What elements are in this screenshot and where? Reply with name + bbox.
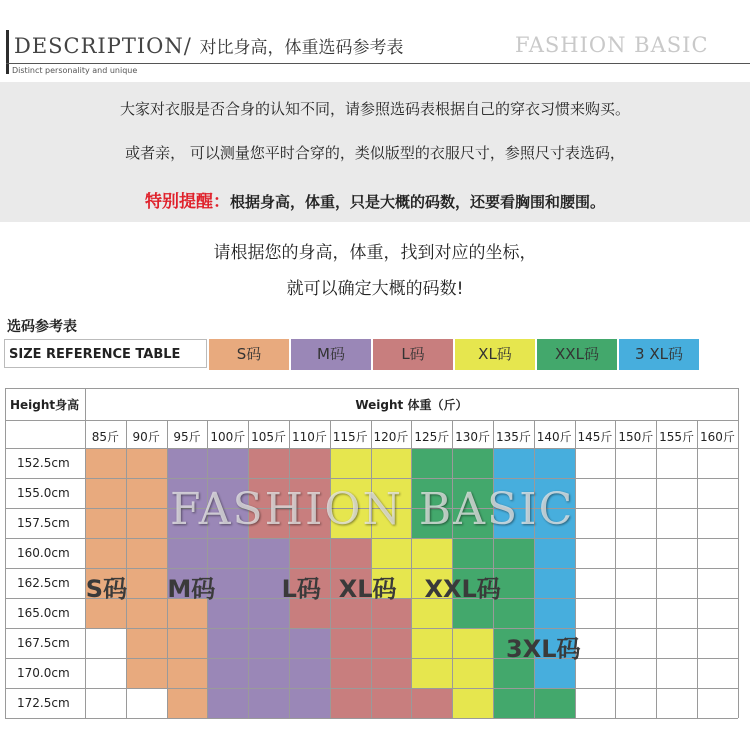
size-cell (167, 538, 208, 568)
height-label: 172.5cm (17, 696, 70, 710)
size-cell (126, 658, 167, 688)
size-cell (248, 448, 289, 478)
size-cell (289, 628, 330, 658)
size-cell (452, 448, 493, 478)
size-swatch: M码 (291, 339, 371, 370)
title-separator: / (183, 34, 192, 58)
weight-label: 160斤 (699, 430, 735, 444)
weight-label: 85斤 (91, 430, 120, 444)
size-cell (534, 538, 575, 568)
size-cell (371, 658, 412, 688)
size-cell (207, 688, 248, 718)
size-cell (534, 598, 575, 628)
grid-line (411, 420, 412, 718)
size-cell (371, 628, 412, 658)
size-zone-label: S码 (85, 575, 128, 603)
height-header: Height身高 (10, 398, 80, 412)
size-reference-label: SIZE REFERENCE TABLE (4, 339, 207, 368)
size-cell (207, 448, 248, 478)
size-cell (126, 628, 167, 658)
size-grid (5, 388, 740, 720)
size-cell (85, 448, 126, 478)
weight-label: 100斤 (210, 430, 246, 444)
size-cell (534, 688, 575, 718)
page-title (14, 33, 404, 58)
weight-label: 145斤 (577, 430, 613, 444)
size-cell (330, 628, 371, 658)
weight-label: 140斤 (536, 430, 572, 444)
size-swatch: L码 (373, 339, 453, 370)
height-label: 152.5cm (17, 456, 70, 470)
height-label: 162.5cm (17, 576, 70, 590)
description-header (0, 0, 750, 82)
size-zone-label: XXL码 (424, 575, 501, 603)
watermark: FASHION BASIC (170, 484, 575, 535)
size-cell (289, 538, 330, 568)
instruction-line-2: 就可以确定大概的码数! (286, 279, 464, 299)
size-cell (411, 448, 452, 478)
grid-line (330, 420, 331, 718)
size-cell (411, 628, 452, 658)
size-cell (248, 688, 289, 718)
height-label: 155.0cm (17, 486, 70, 500)
size-cell (371, 538, 412, 568)
height-label: 170.0cm (17, 666, 70, 680)
size-cell (371, 448, 412, 478)
size-cell (411, 688, 452, 718)
height-label: 167.5cm (17, 636, 70, 650)
height-label: 160.0cm (17, 546, 70, 560)
title-cn: 对比身高，体重选码参考表 (199, 38, 404, 58)
size-cell (126, 568, 167, 598)
size-cell (167, 688, 208, 718)
size-cell (493, 538, 534, 568)
weight-label: 95斤 (173, 430, 201, 444)
tagline: Distinct personality and unique (12, 66, 138, 75)
size-cell (207, 538, 248, 568)
header-bracket (6, 30, 9, 74)
note-line-2: 或者亲， 可以测量您平时合穿的，类似版型的衣服尺寸，参照尺寸表选码， (125, 144, 625, 162)
weight-label: 115斤 (332, 430, 368, 444)
size-cell (330, 538, 371, 568)
size-cell (85, 538, 126, 568)
size-cell (207, 628, 248, 658)
size-cell (248, 538, 289, 568)
size-zone-label: XL码 (338, 575, 397, 603)
notes-panel (0, 82, 750, 222)
size-cell (330, 448, 371, 478)
instruction-line-1: 请根据您的身高，体重，找到对应的坐标， (213, 243, 537, 263)
size-cell (207, 658, 248, 688)
height-label: 157.5cm (17, 516, 70, 530)
size-cell (85, 508, 126, 538)
size-zone-label: M码 (167, 575, 216, 603)
note-warning (0, 187, 750, 212)
warning-text: 根据身高，体重，只是大概的码数，还要看胸围和腰围。 (229, 193, 605, 211)
size-cell (493, 688, 534, 718)
size-cell (126, 538, 167, 568)
grid-line (656, 420, 657, 718)
weight-label: 120斤 (373, 430, 409, 444)
size-cell (452, 688, 493, 718)
height-label: 165.0cm (17, 606, 70, 620)
size-swatch: XXL码 (537, 339, 617, 370)
size-cell (126, 598, 167, 628)
size-cell (452, 538, 493, 568)
weight-header: Weight 体重（斤） (355, 398, 468, 412)
size-swatch: 3 XL码 (619, 339, 699, 370)
size-cell (330, 688, 371, 718)
note-line-1: 大家对衣服是否合身的认知不同，请参照选码表根据自己的穿衣习惯来购买。 (119, 100, 630, 118)
grid-line (5, 388, 6, 718)
size-cell (289, 658, 330, 688)
warning-label: 特别提醒： (144, 192, 230, 212)
size-cell (289, 448, 330, 478)
weight-label: 150斤 (618, 430, 654, 444)
brand-name: FASHION BASIC (515, 33, 709, 57)
grid-line (534, 420, 535, 718)
weight-label: 90斤 (132, 430, 160, 444)
grid-line (575, 420, 576, 718)
weight-label: 130斤 (455, 430, 491, 444)
size-cell (452, 628, 493, 658)
grid-line (248, 420, 249, 718)
size-cell (167, 448, 208, 478)
weight-label: 135斤 (495, 430, 531, 444)
size-cell (248, 628, 289, 658)
size-cell (411, 658, 452, 688)
size-zone-label: L码 (281, 575, 321, 603)
size-cell (493, 448, 534, 478)
size-cell (167, 628, 208, 658)
reference-title: 选码参考表 (7, 319, 77, 335)
title-en: DESCRIPTION (14, 34, 184, 58)
size-cell (85, 478, 126, 508)
weight-label: 125斤 (414, 430, 450, 444)
size-cell (534, 448, 575, 478)
header-divider (6, 63, 750, 64)
size-cell (534, 568, 575, 598)
weight-label: 105斤 (251, 430, 287, 444)
size-cell (126, 478, 167, 508)
size-cell (126, 448, 167, 478)
grid-line (738, 388, 739, 718)
size-cell (371, 688, 412, 718)
grid-line (5, 388, 738, 389)
size-cell (248, 658, 289, 688)
size-cell (411, 538, 452, 568)
size-legend (4, 339, 746, 370)
weight-label: 155斤 (659, 430, 695, 444)
size-cell (289, 688, 330, 718)
size-cell (330, 658, 371, 688)
grid-line (615, 420, 616, 718)
size-cell (126, 508, 167, 538)
size-cell (167, 658, 208, 688)
size-zone-label: 3XL码 (506, 635, 581, 663)
size-swatch: S码 (209, 339, 289, 370)
size-swatch: XL码 (455, 339, 535, 370)
grid-line (697, 420, 698, 718)
weight-label: 110斤 (291, 430, 327, 444)
size-cell (452, 658, 493, 688)
grid-line (5, 718, 738, 719)
